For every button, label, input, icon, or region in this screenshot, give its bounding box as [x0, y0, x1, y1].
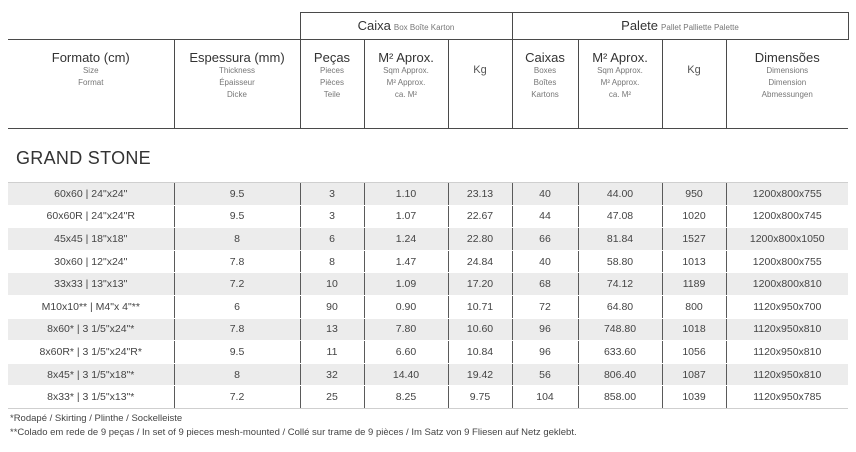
cell-format: 30x60 | 12"x24"	[8, 250, 174, 273]
footnote-mesh: **Colado em rede de 9 peças / In set of 9 pieces mesh-mounted / Collé sur trame de 9 pièces / Im Satz von 9 Fliesen auf Netz geklebt.	[10, 427, 577, 438]
cell-boxes: 40	[512, 183, 578, 206]
cell-pallet-sqm: 58.80	[578, 250, 662, 273]
caixa-group-header	[300, 13, 512, 40]
table-row	[8, 318, 848, 341]
header-table	[8, 12, 849, 129]
cell-thickness: 8	[174, 363, 300, 386]
cell-dimensions: 1120x950x700	[726, 295, 848, 318]
table-row	[8, 183, 848, 206]
caixa-subtitle: Box Boîte Karton	[393, 23, 455, 32]
cell-box-sqm: 8.25	[364, 386, 448, 409]
col-header-box-kg	[448, 40, 512, 129]
col-header-main: Formato (cm)	[51, 50, 130, 65]
col-header-sub: Format	[78, 78, 104, 87]
cell-dimensions: 1120x950x785	[726, 386, 848, 409]
cell-pallet-sqm: 858.00	[578, 386, 662, 409]
cell-box-kg: 10.71	[448, 295, 512, 318]
cell-boxes: 56	[512, 363, 578, 386]
cell-pallet-sqm: 633.60	[578, 341, 662, 364]
col-header-sub: ca. M²	[608, 90, 632, 99]
col-header-sub: Pieces	[319, 66, 344, 75]
cell-pieces: 90	[300, 295, 364, 318]
cell-format: M10x10** | M4"x 4"**	[8, 295, 174, 318]
cell-thickness: 9.5	[174, 183, 300, 206]
cell-pieces: 13	[300, 318, 364, 341]
col-header-pallet-kg	[662, 40, 726, 129]
cell-pallet-kg: 1039	[662, 386, 726, 409]
cell-box-sqm: 7.80	[364, 318, 448, 341]
col-header-main: M² Aprox.	[378, 50, 434, 65]
cell-box-sqm: 1.10	[364, 183, 448, 206]
col-header-sub: M² Approx.	[386, 78, 426, 87]
col-header-sub: Épaisseur	[219, 78, 255, 87]
col-header-thickness	[174, 40, 300, 129]
cell-box-kg: 23.13	[448, 183, 512, 206]
cell-thickness: 8	[174, 228, 300, 251]
cell-box-sqm: 6.60	[364, 341, 448, 364]
cell-boxes: 96	[512, 341, 578, 364]
cell-boxes: 104	[512, 386, 578, 409]
col-header-main: Peças	[313, 50, 351, 65]
cell-pallet-sqm: 748.80	[578, 318, 662, 341]
cell-pallet-kg: 950	[662, 183, 726, 206]
table-row	[8, 295, 848, 318]
cell-pieces: 10	[300, 273, 364, 296]
col-header-main: Caixas	[525, 50, 565, 65]
cell-box-sqm: 1.09	[364, 273, 448, 296]
cell-thickness: 7.8	[174, 318, 300, 341]
palete-subtitle: Pallet Palliette Palette	[661, 23, 739, 32]
cell-pallet-kg: 1189	[662, 273, 726, 296]
cell-box-kg: 19.42	[448, 363, 512, 386]
cell-dimensions: 1200x800x810	[726, 273, 848, 296]
cell-boxes: 40	[512, 250, 578, 273]
cell-box-kg: 24.84	[448, 250, 512, 273]
cell-pallet-kg: 1018	[662, 318, 726, 341]
col-header-main: Dimensões	[754, 50, 820, 65]
cell-box-kg: 10.60	[448, 318, 512, 341]
cell-format: 60x60 | 24"x24"	[8, 183, 174, 206]
cell-box-sqm: 1.07	[364, 205, 448, 228]
col-header-main: Espessura (mm)	[189, 50, 285, 65]
cell-pieces: 3	[300, 205, 364, 228]
cell-format: 33x33 | 13"x13"	[8, 273, 174, 296]
cell-format: 8x45* | 3 1/5"x18"*	[8, 363, 174, 386]
col-header-sub: Boxes	[533, 66, 557, 75]
cell-dimensions: 1120x950x810	[726, 341, 848, 364]
cell-dimensions: 1120x950x810	[726, 318, 848, 341]
cell-boxes: 68	[512, 273, 578, 296]
col-header-sub: Pièces	[319, 78, 344, 87]
cell-format: 45x45 | 18"x18"	[8, 228, 174, 251]
cell-pallet-kg: 800	[662, 295, 726, 318]
header-spacer	[8, 13, 300, 40]
cell-dimensions: 1200x800x1050	[726, 228, 848, 251]
col-header-sub: ca. M²	[394, 90, 418, 99]
cell-format: 8x33* | 3 1/5"x13"*	[8, 386, 174, 409]
cell-boxes: 96	[512, 318, 578, 341]
cell-pallet-kg: 1087	[662, 363, 726, 386]
col-header-format	[8, 40, 174, 129]
cell-pallet-kg: 1013	[662, 250, 726, 273]
col-header-sub: Dimensions	[766, 66, 809, 75]
cell-pallet-kg: 1527	[662, 228, 726, 251]
table-row	[8, 273, 848, 296]
cell-box-sqm: 14.40	[364, 363, 448, 386]
table-row	[8, 386, 848, 409]
palete-group-header	[512, 13, 848, 40]
cell-pallet-sqm: 44.00	[578, 183, 662, 206]
cell-pieces: 3	[300, 183, 364, 206]
cell-thickness: 6	[174, 295, 300, 318]
cell-box-sqm: 0.90	[364, 295, 448, 318]
cell-format: 60x60R | 24"x24"R	[8, 205, 174, 228]
footnotes	[10, 412, 577, 440]
cell-format: 8x60R* | 3 1/5"x24"R*	[8, 341, 174, 364]
data-table	[8, 182, 848, 409]
cell-pieces: 32	[300, 363, 364, 386]
col-header-main: M² Aprox.	[592, 50, 648, 65]
col-header-sub: Size	[82, 66, 99, 75]
col-header-sub: M² Approx.	[600, 78, 640, 87]
cell-dimensions: 1200x800x755	[726, 183, 848, 206]
cell-pallet-sqm: 74.12	[578, 273, 662, 296]
cell-pieces: 11	[300, 341, 364, 364]
cell-pallet-kg: 1056	[662, 341, 726, 364]
footnote-skirting: *Rodapé / Skirting / Plinthe / Sockelleiste	[10, 413, 183, 424]
col-header-sub: Kartons	[531, 90, 559, 99]
section-title: GRAND STONE	[16, 148, 151, 168]
cell-thickness: 9.5	[174, 205, 300, 228]
cell-thickness: 9.5	[174, 341, 300, 364]
col-header-sub: Dicke	[226, 90, 247, 99]
cell-boxes: 66	[512, 228, 578, 251]
cell-box-kg: 22.80	[448, 228, 512, 251]
table-row	[8, 205, 848, 228]
cell-pallet-kg: 1020	[662, 205, 726, 228]
cell-boxes: 44	[512, 205, 578, 228]
cell-box-kg: 10.84	[448, 341, 512, 364]
cell-box-kg: 17.20	[448, 273, 512, 296]
cell-box-sqm: 1.24	[364, 228, 448, 251]
cell-dimensions: 1200x800x745	[726, 205, 848, 228]
col-header-pieces	[300, 40, 364, 129]
table-row	[8, 341, 848, 364]
cell-thickness: 7.8	[174, 250, 300, 273]
col-header-dimensions	[726, 40, 848, 129]
table-row	[8, 363, 848, 386]
col-header-kg: Kg	[687, 64, 701, 76]
cell-thickness: 7.2	[174, 273, 300, 296]
col-header-sub: Dimension	[768, 78, 807, 87]
col-header-box-sqm	[364, 40, 448, 129]
cell-pallet-sqm: 47.08	[578, 205, 662, 228]
cell-dimensions: 1200x800x755	[726, 250, 848, 273]
cell-pieces: 25	[300, 386, 364, 409]
col-header-sub: Teile	[323, 90, 341, 99]
cell-boxes: 72	[512, 295, 578, 318]
cell-box-kg: 9.75	[448, 386, 512, 409]
col-header-sub: Boîtes	[533, 78, 557, 87]
col-header-boxes	[512, 40, 578, 129]
col-header-pallet-sqm	[578, 40, 662, 129]
cell-dimensions: 1120x950x810	[726, 363, 848, 386]
cell-pieces: 8	[300, 250, 364, 273]
cell-pieces: 6	[300, 228, 364, 251]
col-header-sub: Sqm Approx.	[597, 66, 643, 75]
table-row	[8, 228, 848, 251]
col-header-sub: Sqm Approx.	[383, 66, 429, 75]
table-row	[8, 250, 848, 273]
palete-title: Palete	[621, 18, 659, 33]
cell-box-kg: 22.67	[448, 205, 512, 228]
cell-pallet-sqm: 64.80	[578, 295, 662, 318]
col-header-sub: Abmessungen	[761, 90, 813, 99]
col-header-sub: Thickness	[218, 66, 255, 75]
cell-format: 8x60* | 3 1/5"x24"*	[8, 318, 174, 341]
caixa-title: Caixa	[357, 18, 391, 33]
cell-thickness: 7.2	[174, 386, 300, 409]
cell-pallet-sqm: 806.40	[578, 363, 662, 386]
cell-box-sqm: 1.47	[364, 250, 448, 273]
cell-pallet-sqm: 81.84	[578, 228, 662, 251]
col-header-kg: Kg	[473, 64, 487, 76]
